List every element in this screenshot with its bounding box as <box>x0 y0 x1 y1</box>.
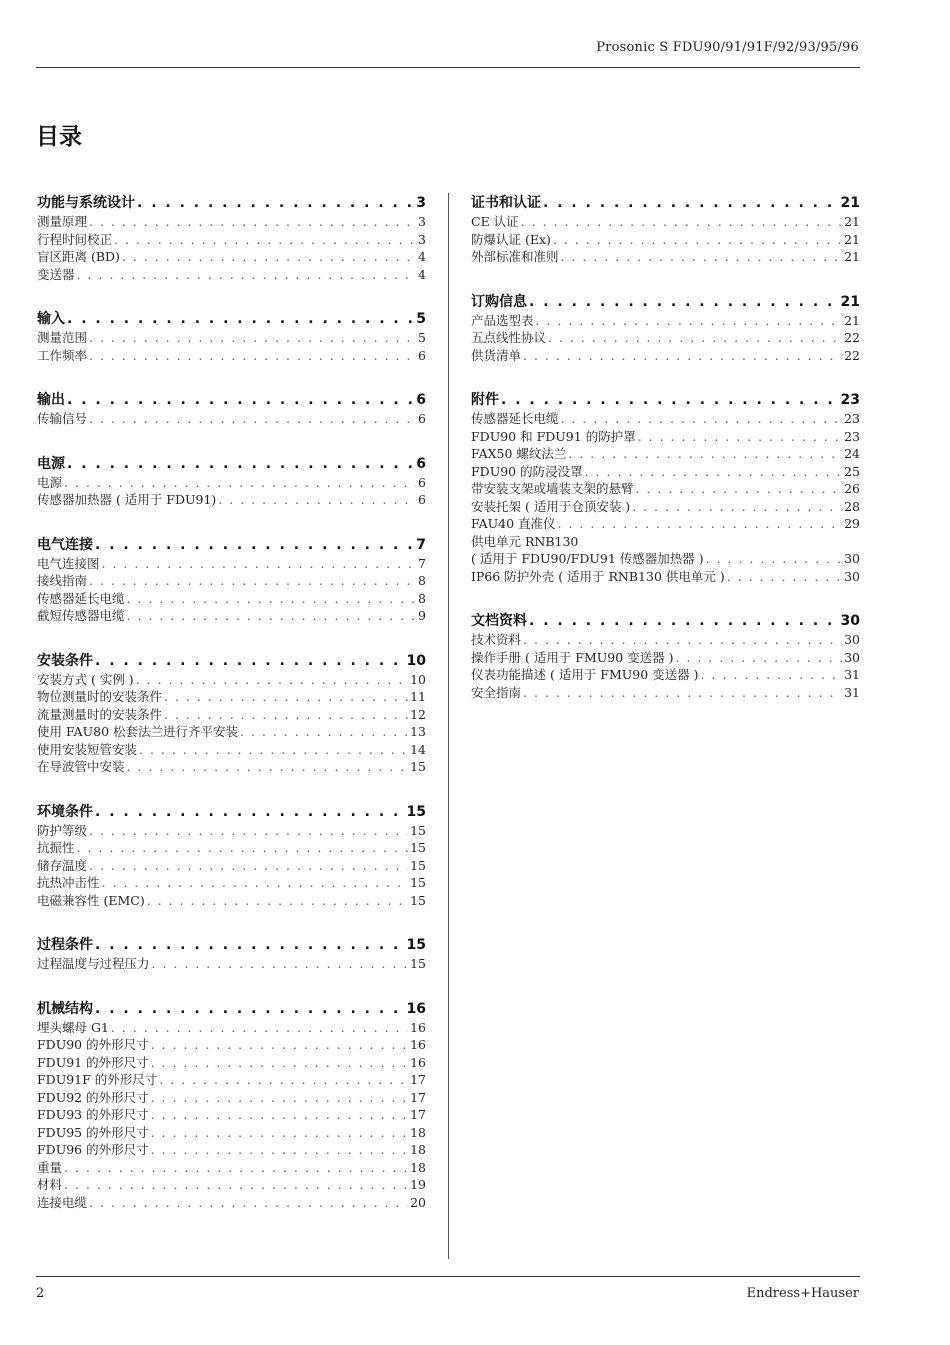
page-title: 目录 <box>36 124 82 150</box>
toc-entry-page: 12 <box>410 706 426 722</box>
toc-entry-page: 4 <box>418 266 426 282</box>
toc-section-heading[interactable] <box>37 454 426 474</box>
toc-entry-page: 17 <box>410 1107 426 1122</box>
dot-leader <box>89 857 408 875</box>
toc-entry-page: 21 <box>844 312 860 328</box>
toc-entry-title: 电气连接图 <box>37 555 100 571</box>
dot-leader <box>114 231 416 249</box>
toc-section-heading[interactable] <box>471 611 860 631</box>
toc-entry-title: 安装方式 ( 实例 ) <box>37 671 134 687</box>
toc-entry-page: 31 <box>844 684 860 700</box>
toc-section <box>37 309 426 364</box>
dot-leader <box>95 999 405 1019</box>
dot-leader <box>152 955 409 973</box>
dot-leader <box>701 666 843 684</box>
toc-entry-title: 五点线性协议 <box>471 330 547 345</box>
dot-leader <box>95 651 405 671</box>
toc-entry-page: 30 <box>844 649 860 665</box>
toc-entry-page: 6 <box>418 347 426 363</box>
toc-section-heading-page: 6 <box>416 455 426 472</box>
dot-leader <box>127 607 417 625</box>
dot-leader <box>136 671 408 689</box>
toc-entry-page: 23 <box>844 411 860 426</box>
dot-leader <box>164 706 408 724</box>
toc-entry-title: 盲区距离 (BD) <box>37 249 120 264</box>
toc-entry[interactable] <box>471 312 860 330</box>
toc-section <box>37 935 426 973</box>
toc-entry[interactable] <box>37 590 426 608</box>
dot-leader <box>240 723 408 741</box>
toc-entry[interactable] <box>37 857 426 875</box>
toc-section <box>471 292 860 365</box>
toc-entry-title: 过程温度与过程压力 <box>37 956 150 971</box>
toc-section-heading[interactable] <box>37 193 426 213</box>
toc-entry[interactable] <box>471 480 860 498</box>
dot-leader <box>147 892 408 910</box>
toc-entry-title: 防护等级 <box>37 822 88 838</box>
toc-entry[interactable] <box>37 347 426 365</box>
toc-entry-title: 电磁兼容性 (EMC) <box>37 892 145 908</box>
toc-entry-title: 传感器加热器 ( 适用于 FDU91) <box>37 492 217 507</box>
toc-entry[interactable] <box>37 491 426 509</box>
dot-leader <box>523 684 842 702</box>
footer-brand: Endress+Hauser <box>746 1286 859 1301</box>
dot-leader <box>159 1071 408 1089</box>
toc-section <box>37 193 426 283</box>
dot-leader <box>139 741 408 759</box>
dot-leader <box>111 1019 408 1037</box>
toc-entry-title: 产品选型表 <box>471 312 534 328</box>
toc-entry[interactable] <box>471 231 860 249</box>
toc-section-heading-title: 输入 <box>37 311 65 327</box>
toc-section-heading-page: 23 <box>840 392 860 408</box>
toc-entry-title: 供货清单 <box>471 347 522 363</box>
dot-leader <box>523 347 842 365</box>
toc-entry-title: FDU96 的外形尺寸 <box>37 1142 149 1157</box>
toc-entry-title: FDU90 和 FDU91 的防护罩 <box>471 428 636 444</box>
toc-entry-title: 材料 <box>37 1177 63 1192</box>
toc-section-heading[interactable] <box>37 999 426 1019</box>
toc-entry-title: FDU92 的外形尺寸 <box>37 1089 149 1105</box>
dot-leader <box>151 1089 408 1107</box>
toc-entry[interactable] <box>37 874 426 892</box>
dot-leader <box>102 874 409 892</box>
dot-leader <box>122 248 416 266</box>
toc-entry[interactable] <box>37 213 426 231</box>
toc-entry-title: 传输信号 <box>37 411 88 426</box>
toc-section <box>37 535 426 625</box>
toc-section <box>471 611 860 701</box>
toc-entry-page: 17 <box>410 1072 426 1087</box>
dot-leader <box>89 1194 408 1212</box>
toc-entry-page: 30 <box>844 568 860 584</box>
toc-section-heading[interactable] <box>37 390 426 410</box>
dot-leader <box>558 515 843 533</box>
dot-leader <box>77 266 417 284</box>
toc-entry-title: FDU91F 的外形尺寸 <box>37 1072 158 1087</box>
dot-leader <box>636 480 843 498</box>
toc-entry-page: 25 <box>844 463 860 479</box>
dot-leader <box>548 329 842 347</box>
dot-leader <box>501 390 839 410</box>
toc-entry-page: 8 <box>418 590 426 606</box>
toc-entry-page: 24 <box>844 446 860 461</box>
toc-entry-title: 带安装支架或墙装支架的悬臂 <box>471 481 634 496</box>
toc-entry-title: 截短传感器电缆 <box>37 608 125 623</box>
toc-entry-title: 抗热冲击性 <box>37 875 100 890</box>
toc-entry-title: 安全指南 <box>471 684 522 700</box>
toc-entry-title: FDU95 的外形尺寸 <box>37 1124 149 1140</box>
toc-entry[interactable] <box>37 758 426 776</box>
toc-entry-title: 技术资料 <box>471 632 522 647</box>
toc-column-right <box>471 193 860 727</box>
dot-leader <box>632 498 842 516</box>
toc-section-heading[interactable] <box>37 535 426 555</box>
toc-entry[interactable] <box>37 1124 426 1142</box>
dot-leader <box>64 474 416 492</box>
toc-entry-title: 变送器 <box>37 266 75 282</box>
toc-entry-title: 抗振性 <box>37 840 75 855</box>
toc-section <box>37 802 426 910</box>
toc-entry-page: 16 <box>410 1054 426 1070</box>
toc-entry[interactable] <box>471 631 860 649</box>
dot-leader <box>164 688 408 706</box>
dot-leader <box>727 568 842 586</box>
toc-section-heading-page: 16 <box>406 1000 426 1017</box>
toc-section-heading-title: 证书和认证 <box>471 195 541 211</box>
toc-section-heading-page: 3 <box>416 195 426 211</box>
toc-section-heading-title: 机械结构 <box>37 1000 93 1017</box>
toc-entry[interactable] <box>37 1141 426 1159</box>
toc-entry-title: 行程时间校正 <box>37 231 113 247</box>
dot-leader <box>151 1141 408 1159</box>
toc-entry-page: 17 <box>410 1089 426 1105</box>
toc-entry-title: 工作频率 <box>37 347 88 363</box>
toc-section-heading-title: 文档资料 <box>471 613 527 629</box>
toc-entry-title: IP66 防护外壳 ( 适用于 RNB130 供电单元 ) <box>471 568 725 584</box>
dot-leader <box>64 1176 408 1194</box>
toc-entry-title: FAU40 直准仪 <box>471 516 556 531</box>
toc-entry[interactable] <box>37 822 426 840</box>
toc-entry-title: 接线指南 <box>37 573 88 588</box>
toc-entry-page: 15 <box>410 840 426 855</box>
footer-rule <box>36 1276 860 1277</box>
toc-entry-page: 23 <box>844 428 860 444</box>
toc-entry-title: 外部标准和准则 <box>471 249 559 264</box>
toc-section-heading[interactable] <box>37 802 426 822</box>
toc-entry-title: 使用 FAU80 松套法兰进行齐平安装 <box>37 724 239 739</box>
dot-leader <box>561 410 843 428</box>
toc-entry-page: 30 <box>844 632 860 647</box>
dot-leader <box>543 193 839 213</box>
toc-entry-page: 31 <box>844 667 860 682</box>
toc-entry-page: 10 <box>410 671 426 687</box>
toc-entry-title: 测量范围 <box>37 330 88 345</box>
toc-entry-title: 连接电缆 <box>37 1194 88 1210</box>
dot-leader <box>137 193 414 213</box>
toc-section-heading-title: 功能与系统设计 <box>37 195 135 211</box>
toc-entry[interactable] <box>37 1054 426 1072</box>
toc-section-heading-title: 过程条件 <box>37 937 93 953</box>
toc-section-heading[interactable] <box>471 292 860 312</box>
toc-entry-title: 在导波管中安装 <box>37 759 125 774</box>
dot-leader <box>523 631 842 649</box>
toc-entry[interactable] <box>37 688 426 706</box>
dot-leader <box>561 248 843 266</box>
toc-entry[interactable] <box>37 741 426 759</box>
toc-entry[interactable] <box>37 474 426 492</box>
dot-leader <box>568 445 842 463</box>
dot-leader <box>64 1159 408 1177</box>
toc-section <box>471 390 860 585</box>
dot-leader <box>89 329 416 347</box>
toc-entry[interactable] <box>37 1036 426 1054</box>
toc-entry[interactable] <box>37 231 426 249</box>
toc-entry[interactable] <box>37 839 426 857</box>
toc-entry-page: 5 <box>418 330 426 345</box>
toc-entry-page: 21 <box>844 214 860 229</box>
toc-entry-page: 18 <box>410 1142 426 1157</box>
toc-section-heading[interactable] <box>37 651 426 671</box>
toc-entry-page: 15 <box>410 892 426 908</box>
toc-entry-title: 流量测量时的安装条件 <box>37 706 163 722</box>
toc-entry-page: 3 <box>418 214 426 229</box>
toc-entry[interactable] <box>471 347 860 365</box>
toc-entry-title: 仪表功能描述 ( 适用于 FMU90 变送器 ) <box>471 667 699 682</box>
toc-entry-page: 9 <box>418 608 426 623</box>
toc-entry-page: 30 <box>844 551 860 566</box>
toc-section-heading[interactable] <box>37 309 426 329</box>
toc-entry-page: 6 <box>418 474 426 490</box>
toc-section-heading-title: 订购信息 <box>471 293 527 310</box>
toc-entry-page: 26 <box>844 481 860 496</box>
toc-section <box>37 999 426 1212</box>
dot-leader <box>529 292 839 312</box>
toc-entry-title: 传感器延长电缆 <box>37 590 125 606</box>
toc-entry[interactable] <box>37 1019 426 1037</box>
toc-entry[interactable] <box>471 248 860 266</box>
toc-entry-title: 埋头螺母 G1 <box>37 1019 109 1035</box>
toc-entry-title: 防爆认证 (Ex) <box>471 231 551 247</box>
dot-leader <box>102 555 417 573</box>
dot-leader <box>67 309 414 329</box>
toc-entry-page: 15 <box>410 956 426 971</box>
dot-leader <box>151 1124 408 1142</box>
dot-leader <box>151 1106 408 1124</box>
toc-section-heading-title: 附件 <box>471 392 499 408</box>
toc-entry-title: 重量 <box>37 1159 63 1175</box>
dot-leader <box>218 491 416 509</box>
dot-leader <box>89 410 416 428</box>
toc-section-heading[interactable] <box>37 935 426 955</box>
toc-entry-title: 物位测量时的安装条件 <box>37 689 163 704</box>
toc-entry[interactable] <box>471 666 860 684</box>
toc-entry[interactable] <box>37 892 426 910</box>
toc-section-heading-page: 15 <box>406 803 426 820</box>
toc-entry-title: 储存温度 <box>37 857 88 873</box>
toc-entry[interactable] <box>37 706 426 724</box>
toc-section-heading[interactable] <box>471 390 860 410</box>
dot-leader <box>89 213 416 231</box>
toc-entry[interactable] <box>471 568 860 586</box>
toc-entry[interactable] <box>37 329 426 347</box>
column-divider <box>448 193 449 1259</box>
dot-leader <box>89 822 408 840</box>
toc-entry-page: 22 <box>844 330 860 345</box>
toc-entry-page: 7 <box>418 555 426 571</box>
toc-entry-page: 19 <box>410 1177 426 1192</box>
toc-entry-page: 21 <box>844 249 860 264</box>
toc-entry[interactable] <box>471 329 860 347</box>
toc-section-heading[interactable] <box>471 193 860 213</box>
header-rule <box>36 67 860 68</box>
toc-section-heading-page: 21 <box>840 293 860 310</box>
dot-leader <box>553 231 842 249</box>
toc-entry-page: 29 <box>844 516 860 531</box>
toc-section-heading-title: 环境条件 <box>37 803 93 820</box>
toc-entry-page: 8 <box>418 573 426 588</box>
dot-leader <box>536 312 843 330</box>
toc-entry-page: 15 <box>410 822 426 838</box>
toc-entry-title: ( 适用于 FDU90/FDU91 传感器加热器 ) <box>471 551 704 566</box>
toc-entry[interactable] <box>37 955 426 973</box>
toc-section <box>37 390 426 428</box>
toc-entry-page: 16 <box>410 1037 426 1052</box>
toc-section-heading-page: 5 <box>416 311 426 327</box>
toc-entry[interactable] <box>37 1089 426 1107</box>
dot-leader <box>127 590 417 608</box>
toc-entry[interactable] <box>37 266 426 284</box>
toc-section-heading-page: 15 <box>406 937 426 953</box>
toc-entry-page: 18 <box>410 1159 426 1175</box>
toc-section-heading-title: 输出 <box>37 392 65 408</box>
dot-leader <box>77 839 409 857</box>
toc-entry-title: FDU90 的外形尺寸 <box>37 1037 149 1052</box>
dot-leader <box>638 428 842 446</box>
dot-leader <box>151 1054 408 1072</box>
toc-entry[interactable] <box>37 248 426 266</box>
dot-leader <box>585 463 842 481</box>
toc-entry[interactable] <box>37 1071 426 1089</box>
toc-section-heading-page: 30 <box>840 613 860 629</box>
toc-entry[interactable] <box>37 572 426 590</box>
toc-section-heading-title: 电源 <box>37 455 65 472</box>
toc-entry-page: 22 <box>844 347 860 363</box>
toc-entry-page: 13 <box>410 724 426 739</box>
toc-entry[interactable] <box>37 1176 426 1194</box>
dot-leader <box>67 454 414 474</box>
toc-entry-page: 14 <box>410 741 426 757</box>
toc-entry[interactable] <box>37 671 426 689</box>
document-header-title: Prosonic S FDU90/91/91F/92/93/95/96 <box>596 40 859 55</box>
toc-entry[interactable] <box>471 213 860 231</box>
toc-entry-title: CE 认证 <box>471 214 519 229</box>
toc-entry-page: 15 <box>410 875 426 890</box>
toc-entry[interactable] <box>37 723 426 741</box>
toc-entry[interactable] <box>471 684 860 702</box>
toc-entry-page: 15 <box>410 857 426 873</box>
toc-entry[interactable] <box>37 1194 426 1212</box>
toc-entry[interactable] <box>471 550 860 568</box>
dot-leader <box>521 213 842 231</box>
dot-leader <box>89 347 416 365</box>
toc-entry-title: 操作手册 ( 适用于 FMU90 变送器 ) <box>471 649 674 665</box>
toc-entry[interactable] <box>471 515 860 533</box>
dot-leader <box>127 758 409 776</box>
dot-leader <box>676 649 843 667</box>
toc-entry-page: 16 <box>410 1019 426 1035</box>
toc-entry-title: FDU90 的防浸没罩 <box>471 463 583 479</box>
toc-entry-page: 6 <box>418 411 426 426</box>
toc-column-left <box>37 193 426 1237</box>
toc-entry-title: 使用安装短管安装 <box>37 741 138 757</box>
toc-entry[interactable] <box>471 463 860 481</box>
toc-entry-title: FDU93 的外形尺寸 <box>37 1107 149 1122</box>
toc-section <box>37 651 426 776</box>
toc-section-heading-title: 安装条件 <box>37 652 93 669</box>
toc-entry[interactable] <box>37 607 426 625</box>
dot-leader <box>67 390 414 410</box>
toc-entry-title: 测量原理 <box>37 214 88 229</box>
toc-section <box>471 193 860 266</box>
toc-entry-page: 6 <box>418 492 426 507</box>
dot-leader <box>95 535 414 555</box>
toc-entry[interactable] <box>471 498 860 516</box>
toc-entry[interactable] <box>37 410 426 428</box>
toc-entry-title: FDU91 的外形尺寸 <box>37 1054 149 1070</box>
toc-section-heading-page: 7 <box>416 536 426 553</box>
dot-leader <box>95 935 405 955</box>
toc-entry[interactable] <box>471 428 860 446</box>
toc-entry[interactable] <box>37 555 426 573</box>
toc-entry-page: 28 <box>844 498 860 514</box>
toc-entry-page: 21 <box>844 231 860 247</box>
toc-entry-page: 4 <box>418 249 426 264</box>
toc-entry-page: 20 <box>410 1194 426 1210</box>
toc-entry-page: 15 <box>410 759 426 774</box>
toc-section-heading-page: 10 <box>406 652 426 669</box>
toc-section-heading-page: 6 <box>416 392 426 408</box>
toc-entry[interactable] <box>471 410 860 428</box>
dot-leader <box>706 550 842 568</box>
dot-leader <box>95 802 405 822</box>
toc-entry-page: 3 <box>418 231 426 247</box>
toc-entry[interactable] <box>471 445 860 463</box>
footer-page-number: 2 <box>36 1286 45 1301</box>
dot-leader <box>89 572 416 590</box>
dot-leader <box>529 611 839 631</box>
toc-section-heading-page: 21 <box>840 195 860 211</box>
toc-entry-page: 18 <box>410 1124 426 1140</box>
toc-section-heading-title: 电气连接 <box>37 536 93 553</box>
toc-entry[interactable] <box>37 1159 426 1177</box>
toc-entry-title: 电源 <box>37 474 63 490</box>
toc-entry-title: 安装托架 ( 适用于仓顶安装 ) <box>471 498 631 514</box>
toc-entry-page: 11 <box>410 689 426 704</box>
toc-entry[interactable] <box>37 1106 426 1124</box>
toc-entry-title: FAX50 螺纹法兰 <box>471 446 567 461</box>
toc-entry-title-line[interactable]: 供电单元 RNB130 <box>471 533 579 549</box>
toc-entry-title: 传感器延长电缆 <box>471 411 559 426</box>
toc-entry[interactable] <box>471 649 860 667</box>
toc-section <box>37 454 426 509</box>
dot-leader <box>151 1036 408 1054</box>
